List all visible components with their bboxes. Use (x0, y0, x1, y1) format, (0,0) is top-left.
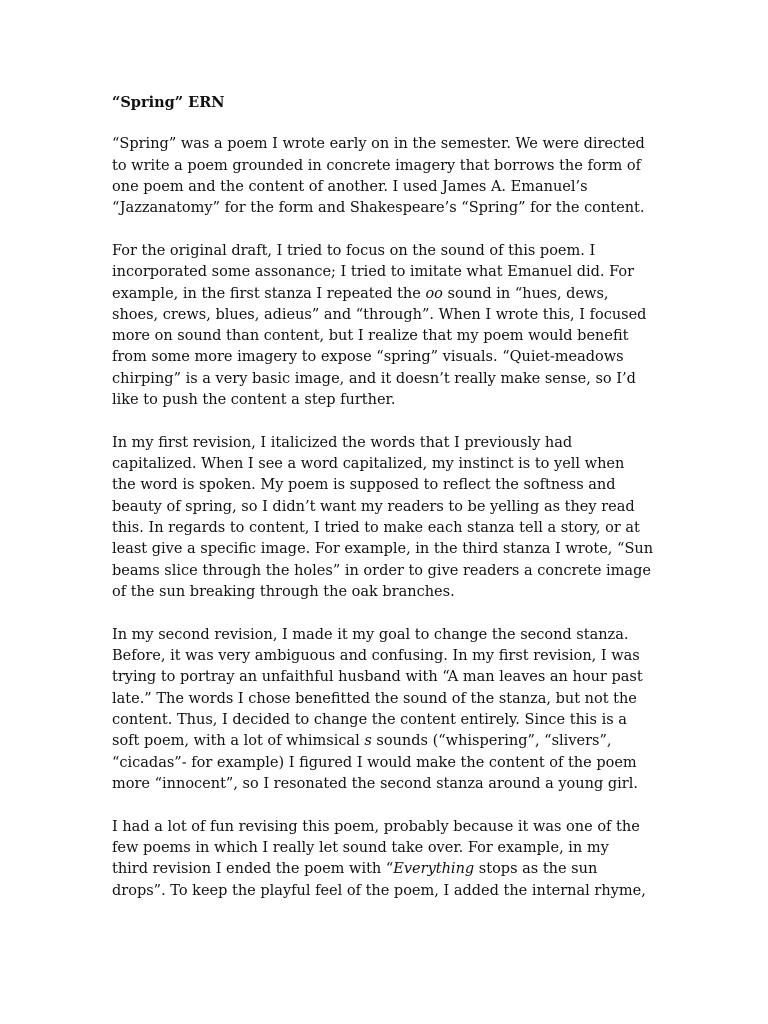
text-line (112, 667, 660, 688)
text-segment: the word is spoken. My poem is supposed to reflect the softness and (112, 477, 616, 494)
text-line (112, 454, 660, 475)
text-segment: this. In regards to content, I tried to make each stanza tell a story, or at (112, 520, 640, 537)
text-segment: of the sun breaking through the oak branches. (112, 583, 455, 600)
italic-text: Everything (393, 861, 475, 878)
text-line (112, 561, 660, 582)
text-line (112, 539, 660, 560)
text-segment: In my first revision, I italicized the words that I previously had (112, 434, 573, 451)
text-line (112, 326, 660, 347)
text-line (112, 646, 660, 667)
text-segment: to write a poem grounded in concrete imagery that borrows the form of (112, 157, 641, 174)
text-line (112, 369, 660, 390)
text-segment: trying to portray an unfaithful husband with “A man leaves an hour past (112, 669, 643, 686)
text-line (112, 241, 660, 262)
italic-text: s (364, 733, 372, 750)
text-line (112, 390, 660, 411)
text-line (112, 774, 660, 795)
text-segment: more on sound than content, but I realize that my poem would benefit (112, 328, 629, 345)
text-segment: content. Thus, I decided to change the content entirely. Since this is a (112, 711, 627, 728)
text-segment: “cicadas”- for example) I figured I would make the content of the poem (112, 754, 637, 771)
italic-text: oo (425, 285, 443, 302)
text-segment: Before, it was very ambiguous and confusing. In my first revision, I was (112, 648, 640, 665)
text-segment: soft poem, with a lot of whimsical (112, 733, 365, 750)
text-segment: third revision I ended the poem with “ (112, 861, 394, 878)
text-segment: from some more imagery to expose “spring” visuals. “Quiet-meadows (112, 349, 624, 366)
text-line (112, 518, 660, 539)
text-line (112, 475, 660, 496)
text-segment: example, in the first stanza I repeated the (112, 285, 426, 302)
text-segment: I had a lot of fun revising this poem, probably because it was one of the (112, 818, 640, 835)
text-segment: more “innocent”, so I resonated the second stanza around a young girl. (112, 775, 638, 792)
text-segment: shoes, crews, blues, adieus” and “through”. When I wrote this, I focused (112, 306, 647, 323)
text-segment: “Jazzanatomy” for the form and Shakespeare’s “Spring” for the content. (112, 200, 645, 217)
text-line (112, 710, 660, 731)
text-line (112, 198, 660, 219)
text-segment: like to push the content a step further. (112, 392, 396, 409)
text-line (112, 305, 660, 326)
text-segment: one poem and the content of another. I used James A. Emanuel’s (112, 178, 588, 195)
text-line (112, 177, 660, 198)
paragraph (112, 817, 660, 902)
document-title: “Spring” ERN (112, 94, 225, 111)
text-line (112, 582, 660, 603)
text-line (112, 156, 660, 177)
paragraph (112, 134, 660, 219)
text-segment: beauty of spring, so I didn’t want my readers to be yelling as they read (112, 498, 635, 515)
text-line (112, 859, 660, 880)
text-segment: few poems in which I really let sound take over. For example, in my (112, 839, 609, 856)
text-segment: chirping” is a very basic image, and it doesn’t really make sense, so I’d (112, 370, 636, 387)
text-line (112, 433, 660, 454)
text-segment: In my second revision, I made it my goal to change the second stanza. (112, 626, 629, 643)
text-line (112, 284, 660, 305)
text-segment: least give a specific image. For example, in the third stanza I wrote, “Sun (112, 541, 654, 558)
text-line (112, 838, 660, 859)
text-segment: sound in “hues, dews, (442, 285, 609, 302)
text-segment: sounds (“whispering”, “slivers”, (371, 733, 612, 750)
paragraph (112, 625, 660, 795)
text-line (112, 731, 660, 752)
text-segment: incorporated some assonance; I tried to imitate what Emanuel did. For (112, 264, 635, 281)
text-segment: For the original draft, I tried to focus on the sound of this poem. I (112, 242, 596, 259)
text-segment: stops as the sun (474, 861, 598, 878)
text-segment: drops”. To keep the playful feel of the poem, I added the internal rhyme, (112, 882, 646, 899)
text-line (112, 689, 660, 710)
text-segment: late.” The words I chose benefitted the sound of the stanza, but not the (112, 690, 637, 707)
paragraph (112, 241, 660, 411)
text-line (112, 817, 660, 838)
text-line (112, 753, 660, 774)
document-body (112, 134, 660, 902)
text-line (112, 347, 660, 368)
text-segment: capitalized. When I see a word capitalized, my instinct is to yell when (112, 456, 625, 473)
document-page (112, 92, 660, 923)
text-line (112, 134, 660, 155)
text-line (112, 625, 660, 646)
text-line (112, 881, 660, 902)
paragraph (112, 433, 660, 603)
text-segment: beams slice through the holes” in order to give readers a concrete image (112, 562, 651, 579)
text-line (112, 262, 660, 283)
text-segment: “Spring” was a poem I wrote early on in the semester. We were directed (112, 136, 645, 153)
text-line (112, 497, 660, 518)
